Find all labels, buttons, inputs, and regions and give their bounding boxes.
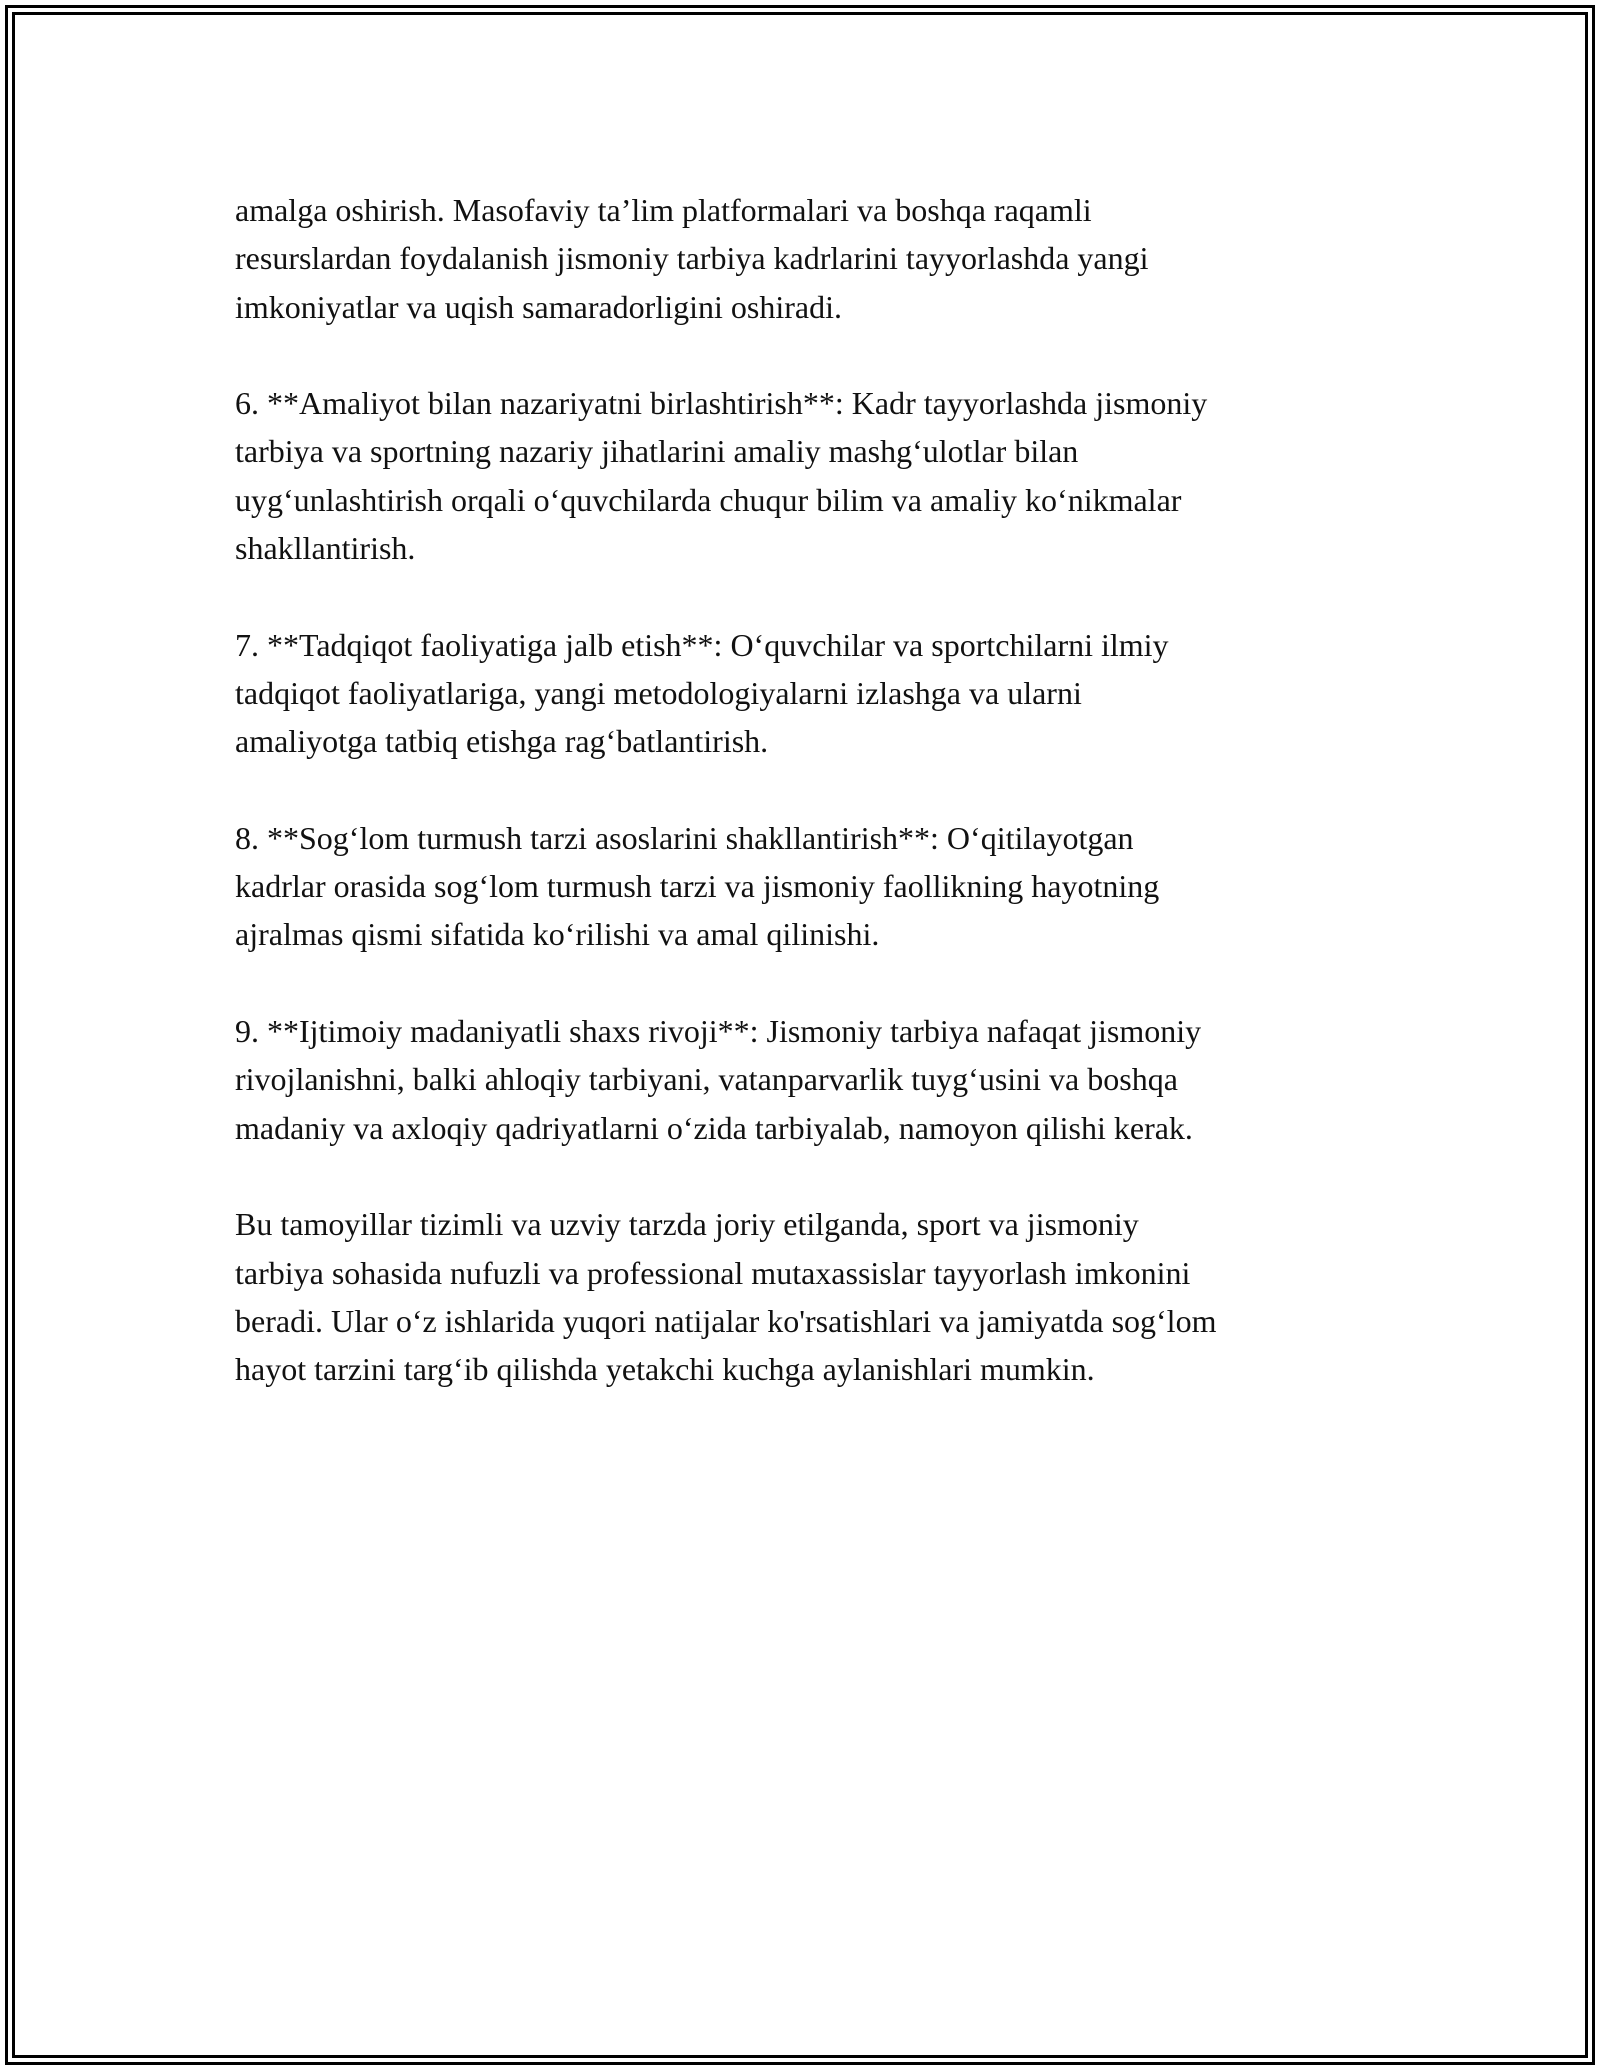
text-line: amalga oshirish. Masofaviy ta’lim platformalari va boshqa raqamli xyxy=(235,192,1092,228)
text-line: tarbiya sohasida nufuzli va professional mutaxassislar tayyorlash imkonini xyxy=(235,1254,1191,1291)
paragraph-item-8 xyxy=(235,814,1375,959)
text-line: imkoniyatlar va uqish samaradorligini oshiradi. xyxy=(235,288,842,325)
text-line: rivojlanishni, balki ahloqiy tarbiyani, vatanparvarlik tuyg‘usini va boshqa xyxy=(235,1061,1178,1098)
text-line: uyg‘unlashtirish orqali o‘quvchilarda chuqur bilim va amaliy ko‘nikmalar xyxy=(235,481,1182,518)
text-line: resurslardan foydalanish jismoniy tarbiya kadrlarini tayyorlashda yangi xyxy=(235,240,1149,277)
text-line: 8. **Sog‘lom turmush tarzi asoslarini shakllantirish**: O‘qitilayotgan xyxy=(235,819,1134,856)
text-line: shakllantirish. xyxy=(235,530,416,567)
text-line: beradi. Ular o‘z ishlarida yuqori natijalar ko'rsatishlari va jamiyatda sog‘lom xyxy=(235,1302,1217,1339)
paragraph-intro-continuation xyxy=(235,186,1375,331)
text-line: 7. **Tadqiqot faoliyatiga jalb etish**: O‘quvchilar va sportchilarni ilmiy xyxy=(235,626,1169,663)
paragraph-item-6 xyxy=(235,379,1375,572)
paragraph-conclusion xyxy=(235,1200,1375,1393)
paragraph-item-7 xyxy=(235,621,1375,766)
text-line: ajralmas qismi sifatida ko‘rilishi va amal qilinishi. xyxy=(235,916,880,953)
text-line: 9. **Ijtimoiy madaniyatli shaxs rivoji**: Jismoniy tarbiya nafaqat jismoniy xyxy=(235,1013,1202,1050)
text-line: tarbiya va sportning nazariy jihatlarini amaliy mashg‘ulotlar bilan xyxy=(235,433,1079,470)
text-line: Bu tamoyillar tizimli va uzviy tarzda joriy etilganda, sport va jismoniy xyxy=(235,1206,1139,1243)
text-line: hayot tarzini targ‘ib qilishda yetakchi kuchga aylanishlari mumkin. xyxy=(235,1351,1095,1388)
text-line: kadrlar orasida sog‘lom turmush tarzi va jismoniy faollikning hayotning xyxy=(235,868,1160,905)
text-line: madaniy va axloqiy qadriyatlarni o‘zida tarbiyalab, namoyon qilishi kerak. xyxy=(235,1109,1193,1146)
text-line: tadqiqot faoliyatlariga, yangi metodologiyalarni izlashga va ularni xyxy=(235,674,1082,711)
document-body xyxy=(235,186,1375,1442)
text-line: 6. **Amaliyot bilan nazariyatni birlashtirish**: Kadr tayyorlashda jismoniy xyxy=(235,385,1208,422)
paragraph-item-9 xyxy=(235,1007,1375,1152)
text-line: amaliyotga tatbiq etishga rag‘batlantirish. xyxy=(235,723,769,760)
